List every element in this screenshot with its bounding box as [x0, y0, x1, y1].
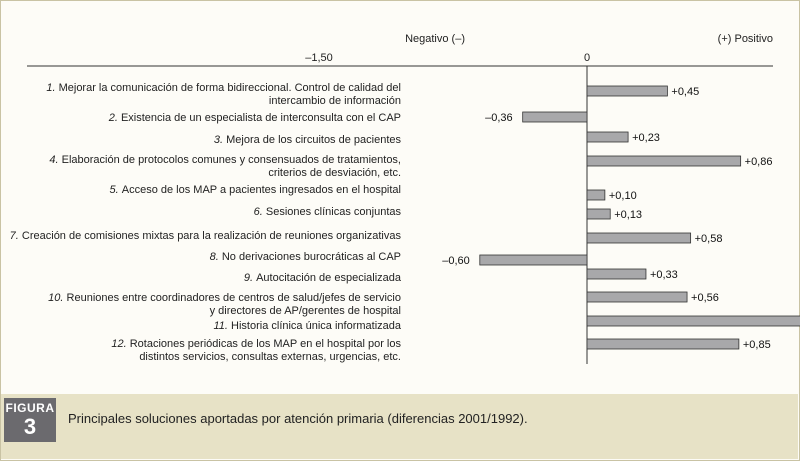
data-label: +0,86: [744, 156, 773, 168]
data-label: –0,36: [485, 112, 513, 124]
category-label: distintos servicios, consultas externas, urgencias, etc.: [139, 351, 401, 363]
category-label: 9. Autocitación de especializada: [243, 272, 401, 284]
negative-label: Negativo (–): [405, 33, 465, 45]
category-label: 1. Mejorar la comunicación de forma bidireccional. Control de calidad del: [46, 82, 401, 94]
bar: [587, 339, 739, 349]
figure-caption: Principales soluciones aportadas por atención primaria (diferencias 2001/1992).: [68, 411, 528, 426]
category-label: y directores de AP/gerentes de hospital: [209, 305, 401, 317]
category-label: 3. Mejora de los circuitos de pacientes: [213, 134, 401, 146]
bar: [587, 316, 800, 326]
bar: [587, 190, 605, 200]
category-label: 6. Sesiones clínicas conjuntas: [253, 206, 401, 218]
category-label: 8. No derivaciones burocráticas al CAP: [209, 251, 401, 263]
tick-label: –1,50: [305, 52, 333, 64]
data-label: +0,33: [649, 269, 678, 281]
positive-label: (+) Positivo: [717, 33, 773, 45]
category-label: criterios de desviación, etc.: [268, 167, 401, 179]
figure-badge: [4, 398, 56, 442]
category-label: 12. Rotaciones periódicas de los MAP en el hospital por los: [111, 338, 401, 350]
bar: [587, 132, 628, 142]
figure-badge-label: FIGURA: [5, 401, 55, 415]
data-label: –0,60: [442, 255, 470, 267]
bar: [480, 255, 587, 265]
figure-badge-number: 3: [23, 414, 37, 439]
bar: [587, 156, 741, 166]
category-label: intercambio de información: [268, 95, 401, 107]
data-label: +0,13: [614, 209, 643, 221]
bar: [587, 209, 610, 219]
caption-bar: [1, 394, 798, 459]
bar: [587, 292, 687, 302]
bar: [587, 86, 667, 96]
bar: [587, 233, 691, 243]
data-label: +0,56: [691, 292, 719, 304]
tick-label: 0: [583, 52, 591, 64]
category-label: 11. Historia clínica única informatizada: [213, 320, 401, 332]
category-label: 5. Acceso de los MAP a pacientes ingresados en el hospital: [109, 184, 401, 196]
data-label: +0,23: [632, 132, 660, 144]
bar: [587, 269, 646, 279]
data-label: +0,45: [671, 86, 700, 98]
category-label: 4. Elaboración de protocolos comunes y consensuados de tratamientos,: [49, 154, 401, 166]
data-label: +0,85: [742, 339, 771, 351]
category-label: 10. Reuniones entre coordinadores de centros de salud/jefes de servicio: [48, 292, 401, 304]
data-label: +0,10: [608, 190, 637, 202]
category-label: 7. Creación de comisiones mixtas para la realización de reuniones organizativas: [9, 230, 401, 242]
bar: [523, 112, 587, 122]
category-label: 2. Existencia de un especialista de interconsulta con el CAP: [108, 112, 401, 124]
data-label: +0,58: [694, 233, 723, 245]
